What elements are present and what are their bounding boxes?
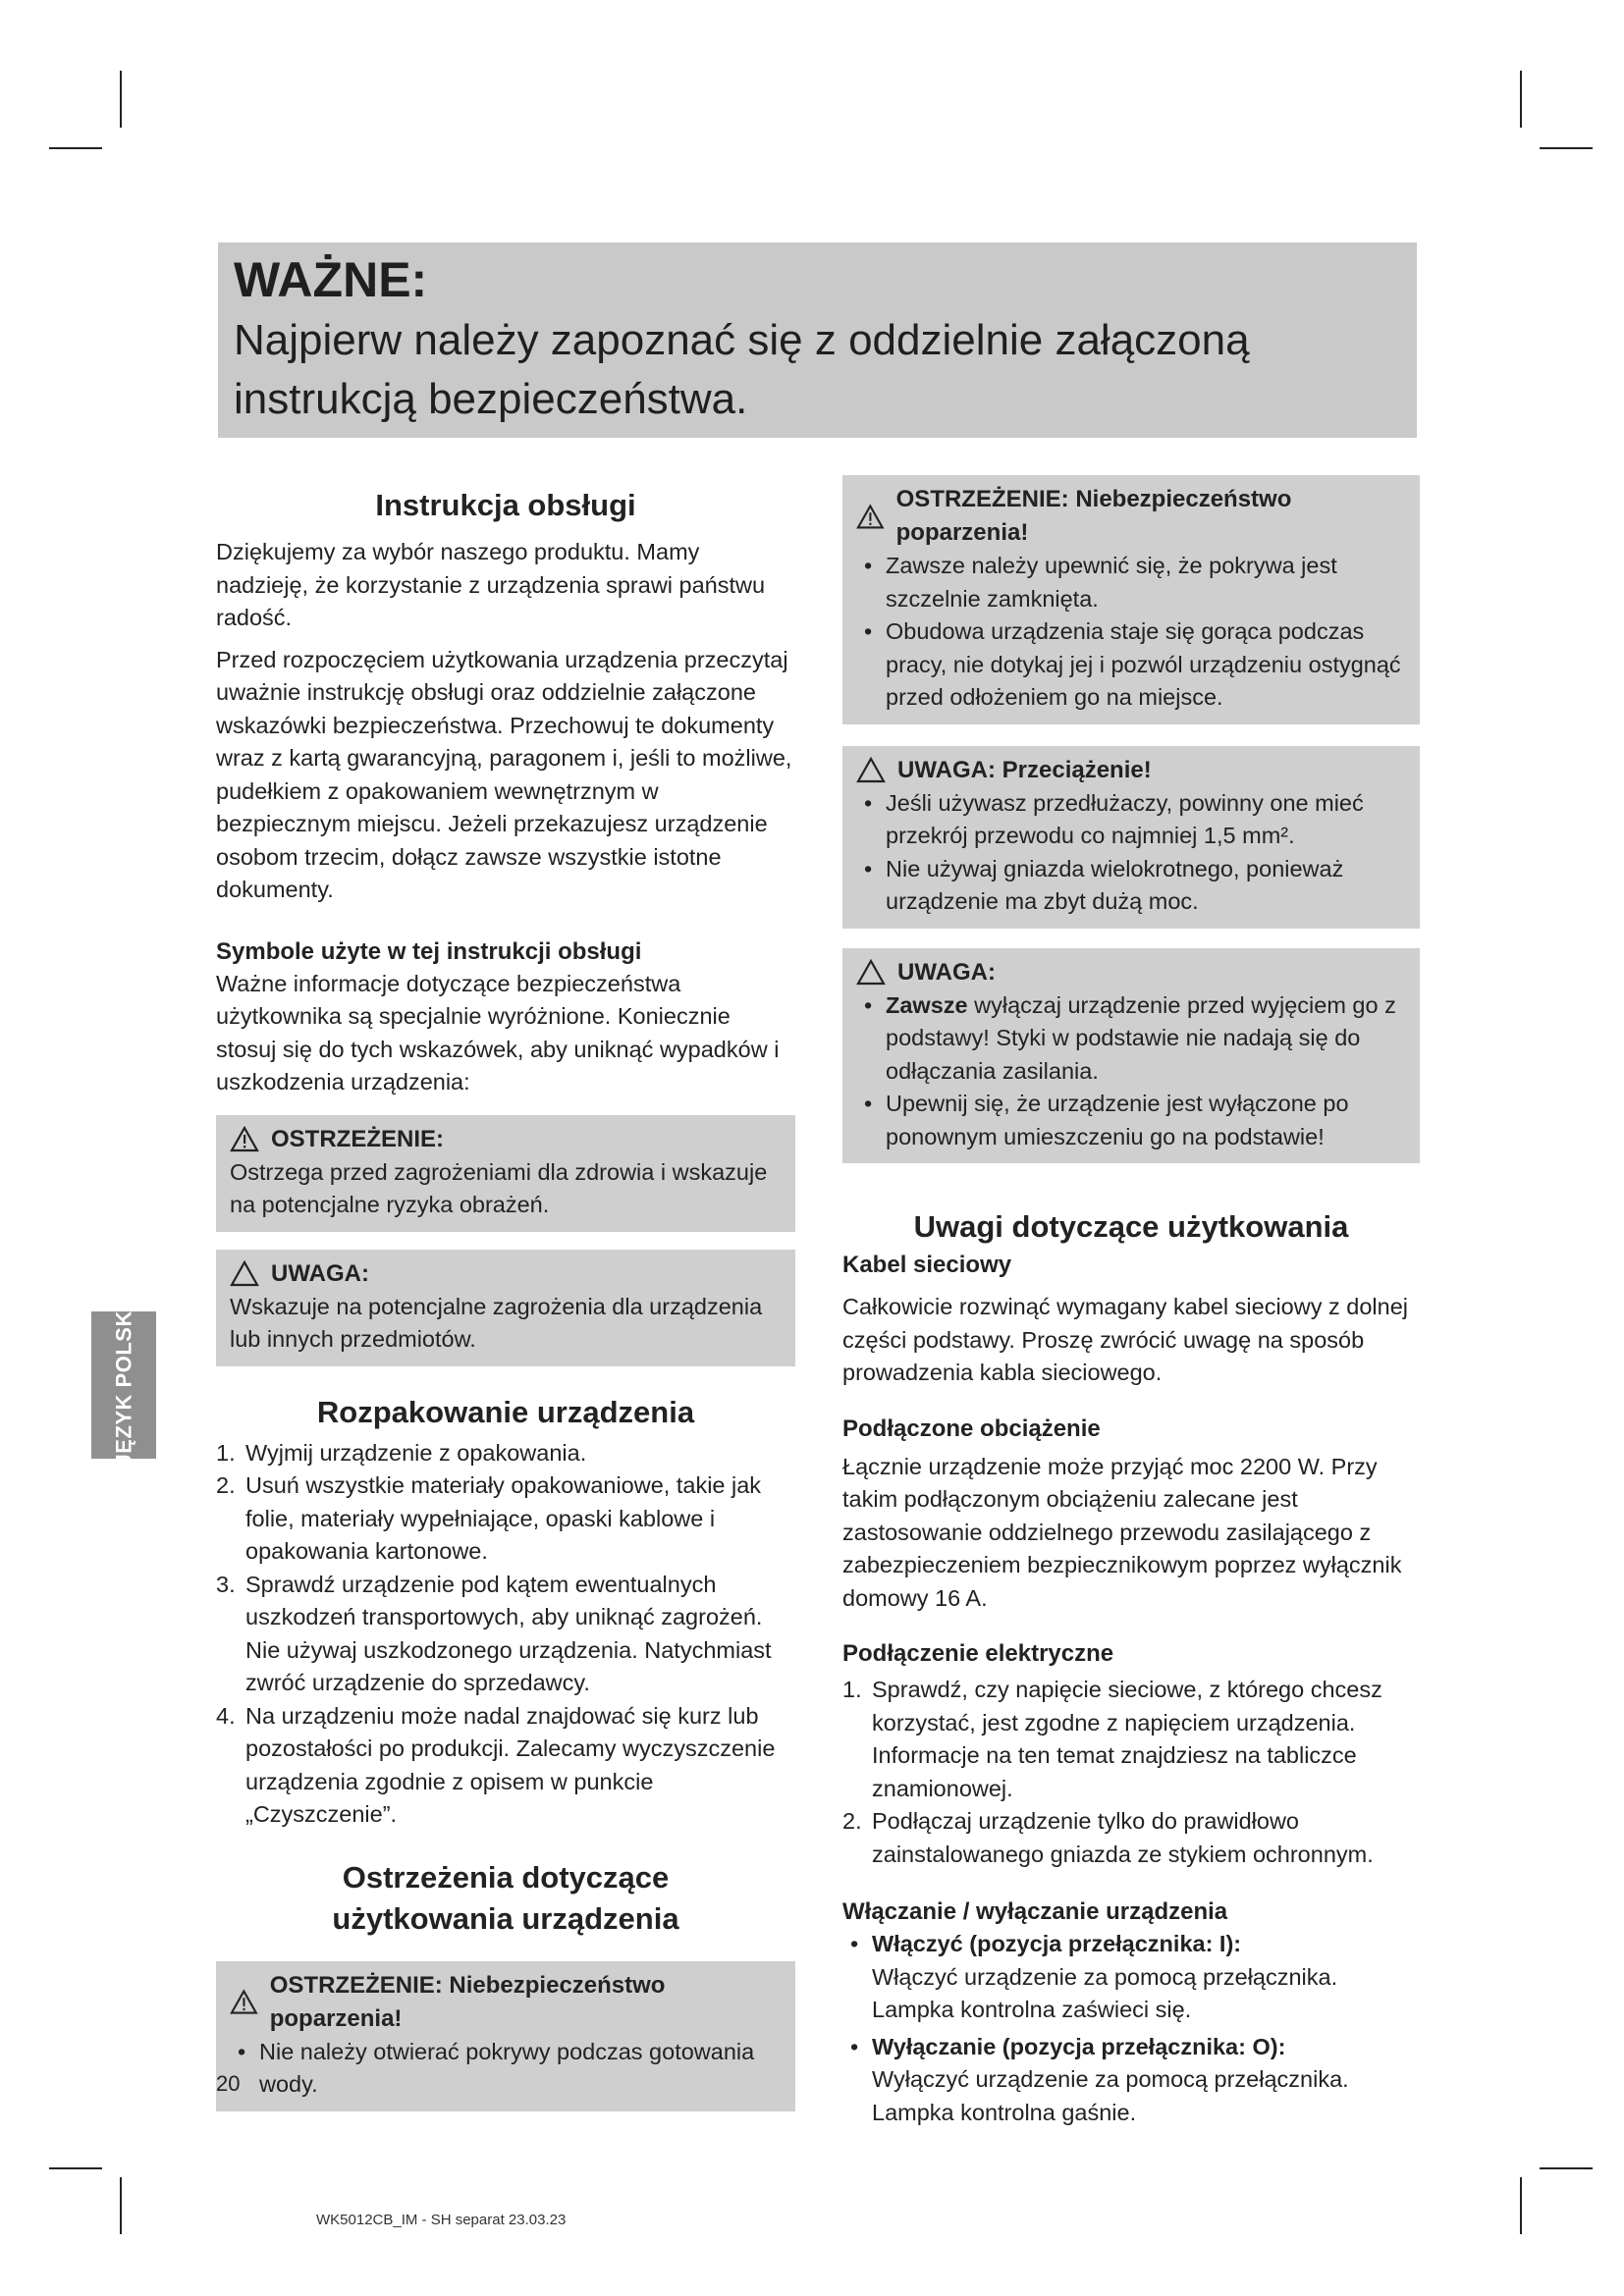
burn-warning-title: OSTRZEŻENIE: Niebezpieczeństwo poparzenia! [269,1971,666,2032]
warning-triangle-icon [856,504,885,530]
overload-caution-title: UWAGA: Przeciążenie! [897,756,1152,783]
caution-triangle-icon [230,1260,259,1287]
banner-title: WAŻNE: [234,252,428,307]
list-item: • Obudowa urządzenia staje się gorąca podczas pracy, nie dotykaj jej i pozwól urządzeniu ostygnąć przed odłożeniem go na miejsce. [856,615,1406,715]
load-heading: Podłączone obciążenie [842,1415,1101,1442]
caution-box [216,1250,795,1366]
electrical-list [842,1674,1420,1871]
intro-paragraph-2: Przed rozpoczęciem użytkowania urządzenia przeczytaj uważnie instrukcję obsługi oraz oddzielnie załączone wskazówki bezpieczeństwa. Przechowuj te dokumenty wraz z kartą gwarancyjną, paragonem i, jeśli to możliwe, pudełkiem z opakowaniem wewnętrznym w bezpiecznym miejscu. Jeżeli przekazujesz urządzenie osobom trzecim, dołącz zawsze wszystkie istotne dokumenty. [216,646,792,902]
list-item: 4. Na urządzeniu może nadal znajdować się kurz lub pozostałości po produkcji. Zalecamy wyczyszczenie urządzenia zgodnie z opisem w punkcie „Czyszczenie”. [216,1702,776,1827]
burn-warning-box [216,1961,795,2111]
switch-on-text: Włączyć urządzenie za pomocą przełącznika. Lampka kontrolna zaświeci się. [872,1963,1338,2022]
overload-caution-box [842,746,1420,929]
crop-mark [1520,71,1522,128]
list-item: • Wyłączanie (pozycja przełącznika: O): [842,2031,1420,2064]
language-side-tab [91,1304,156,1467]
warning-box-text: Ostrzega przed zagrożeniami dla zdrowia i wskazuje na potencjalne ryzyka obrażeń. [230,1158,768,1217]
crop-mark [49,147,102,149]
warning-box [216,1115,795,1232]
crop-mark [49,2167,102,2169]
crop-mark [1520,2177,1522,2234]
base-caution-box [842,948,1420,1164]
cable-heading: Kabel sieciowy [842,1252,1012,1278]
list-item: • Nie należy otwierać pokrywy podczas gotowania wody. [230,2036,782,2102]
switch-heading: Włączanie / wyłączanie urządzenia [842,1898,1228,1925]
list-item: • Zawsze należy upewnić się, że pokrywa jest szczelnie zamknięta. [856,550,1406,615]
crop-mark [1540,147,1593,149]
caution-triangle-icon [856,959,886,986]
important-banner [218,242,1417,438]
print-footer: WK5012CB_IM - SH separat 23.03.23 [316,2212,567,2228]
section-heading-warnings-1: Ostrzeżenia dotyczące [342,1859,670,1895]
symbols-paragraph: Ważne informacje dotyczące bezpieczeństwa użytkownika są specjalnie wyróżnione. Koniecznie stosuj się do tych wskazówek, aby uniknąć wypadków i uszkodzenia urządzenia: [216,970,780,1095]
section-heading-usage: Uwagi dotyczące użytkowania [913,1209,1349,1244]
burn-warning-2-title: OSTRZEŻENIE: Niebezpieczeństwo poparzenia! [895,486,1292,546]
list-item: • Nie używaj gniazda wielokrotnego, ponieważ urządzenie ma zbyt dużą moc. [856,853,1406,919]
page-number: 20 [216,2071,241,2096]
burn-warning-box-2 [842,475,1420,724]
list-item: 3. Sprawdź urządzenie pod kątem ewentualnych uszkodzeń transportowych, aby uniknąć zagrożeń. Nie używaj uszkodzonego urządzenia. Natychmiast zwróć urządzenie do sprzedawcy. [216,1571,772,1695]
warning-triangle-icon [230,1126,259,1152]
list-item: 1. Wyjmij urządzenie z opakowania. [216,1439,587,1466]
section-heading-unpack: Rozpakowanie urządzenia [316,1394,695,1429]
side-tab-label: JĘZYK POLSKI [111,1304,136,1467]
symbols-heading: Symbole użyte w tej instrukcji obsługi [216,937,642,965]
crop-mark [120,71,122,128]
warning-box-title: OSTRZEŻENIE: [271,1125,445,1152]
section-heading-manual: Instrukcja obsługi [375,488,636,522]
warning-triangle-icon [230,1989,258,2015]
load-paragraph: Łącznie urządzenie może przyjąć moc 2200 W. Przy takim podłączonym obciążeniu zalecane jest zastosowanie oddzielnego przewodu zasilającego z zabezpieczeniem bezpiecznikowym poprzez wyłącznik domowy 16 A. [842,1453,1402,1611]
section-heading-warnings-2: użytkowania urządzenia [332,1900,679,1936]
crop-mark [120,2177,122,2234]
list-item: • Włączyć (pozycja przełącznika: I): [842,1928,1420,1961]
list-item: 1. Sprawdź, czy napięcie sieciowe, z którego chcesz korzystać, jest zgodne z napięciem urządzenia. Informacje na ten temat znajdziesz na tabliczce znamionowej. [842,1677,1382,1801]
caution-box-text: Wskazuje na potencjalne zagrożenia dla urządzenia lub innych przedmiotów. [230,1293,763,1352]
base-caution-title: UWAGA: [897,958,996,986]
banner-text: Najpierw należy zapoznać się z oddzielnie załączoną instrukcją bezpieczeństwa. [234,316,1250,423]
crop-mark [1540,2167,1593,2169]
left-column [216,485,795,2111]
caution-triangle-icon [856,757,886,783]
electrical-heading: Podłączenie elektryczne [842,1640,1114,1667]
list-item: 2. Podłączaj urządzenie tylko do prawidłowo zainstalowanego gniazda ze stykiem ochronnym. [842,1808,1374,1867]
right-column [842,475,1420,2129]
list-item: • Jeśli używasz przedłużaczy, powinny one mieć przekrój przewodu co najmniej 1,5 mm². [856,787,1406,853]
caution-box-title: UWAGA: [271,1259,369,1287]
cable-paragraph: Całkowicie rozwinąć wymagany kabel sieciowy z dolnej części podstawy. Proszę zwrócić uwagę na sposób prowadzenia kabla sieciowego. [842,1294,1408,1385]
list-item: 2. Usuń wszystkie materiały opakowaniowe, takie jak folie, materiały wypełniające, opaski kablowe i opakowania kartonowe. [216,1472,762,1564]
switch-list [842,1928,1420,1961]
intro-paragraph-1: Dziękujemy za wybór naszego produktu. Mamy nadzieję, że korzystanie z urządzenia sprawi państwu radość. [216,539,766,630]
unpack-list [216,1437,795,1832]
list-item: • Upewnij się, że urządzenie jest wyłączone po ponownym umieszczeniu go na podstawie! [856,1088,1406,1153]
switch-off-text: Wyłączyć urządzenie za pomocą przełącznika. Lampka kontrolna gaśnie. [872,2066,1349,2125]
list-item: • Zawsze wyłączaj urządzenie przed wyjęciem go z podstawy! Styki w podstawie nie nadają się do odłączania zasilania. [856,989,1406,1089]
